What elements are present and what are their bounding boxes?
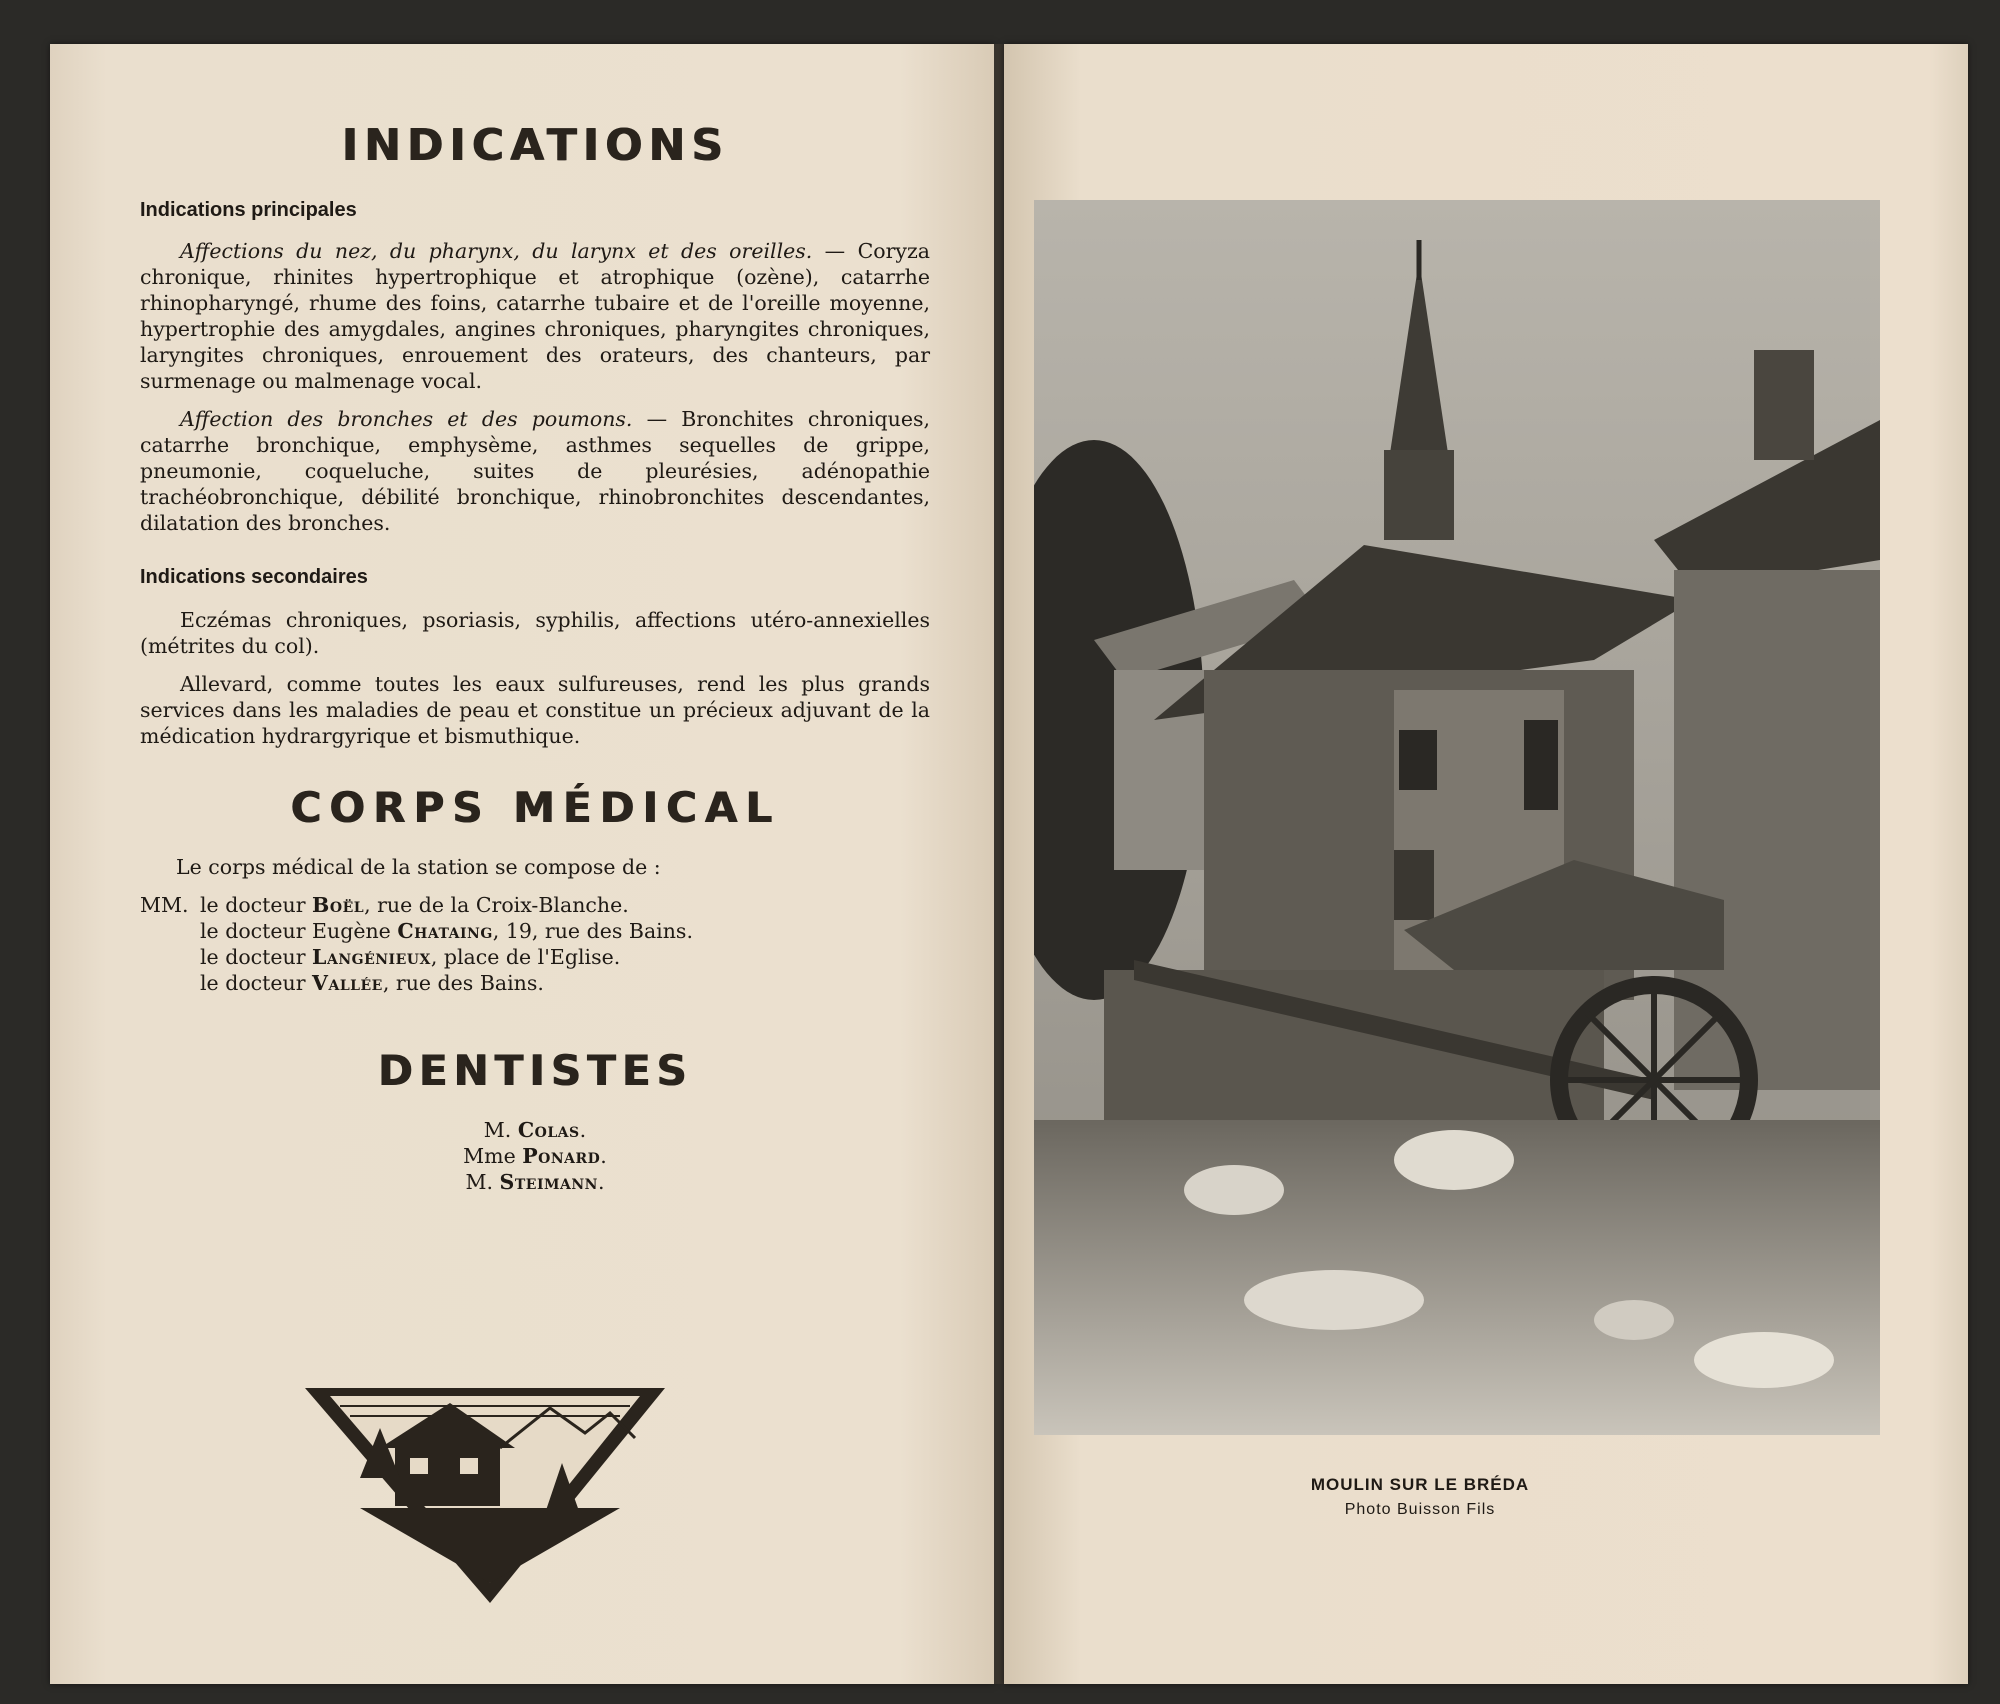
doctor-pre: le docteur Eugène <box>200 919 398 943</box>
dentist-name: Colas <box>517 1118 580 1142</box>
dentists-list <box>140 1117 930 1195</box>
dentist-post: . <box>600 1144 607 1168</box>
paragraph-eczemas: Eczémas chroniques, psoriasis, syphilis, affections utéro-annexielles (métrites du col). <box>140 608 930 658</box>
doctor-name: Langénieux <box>312 945 431 969</box>
dentist-pre: M. <box>465 1170 500 1194</box>
dentist-name: Ponard <box>522 1144 601 1168</box>
paragraph-allevard: Allevard, comme toutes les eaux sulfureuses, rend les plus grands services dans les maladies de peau et constitue un précieux adjuvant de la médication hydrargyrique et bismuthique. <box>140 672 930 748</box>
paragraph-nez-text: — Coryza chronique, rhinites hypertrophique et atrophique (ozène), catarrhe rhinopharyngé, rhume des foins, catarrhe tubaire et de l'oreille moyenne, hypertrophie des amygdales, angines chroniques, pharyngites chroniques, laryngites chroniques, enrouement des orateurs, des chanteurs, par surmenage ou malmenage vocal. <box>140 239 930 393</box>
dentist-post: . <box>597 1170 605 1194</box>
doctor-pre: le docteur <box>200 893 313 917</box>
corps-medical-title: CORPS MÉDICAL <box>290 783 780 832</box>
indications-title: INDICATIONS <box>341 120 729 171</box>
doctor-address: , 19, rue des Bains. <box>492 919 693 943</box>
doctor-address: , rue de la Croix-Blanche. <box>364 893 629 917</box>
doctor-pre: le docteur <box>200 971 313 995</box>
indications-secondaires-heading: Indications secondaires <box>140 566 368 588</box>
chalet-vignette-icon <box>300 1378 670 1608</box>
doctor-entry <box>200 970 930 996</box>
doctors-prefix: MM. <box>140 893 189 917</box>
paragraph-nez-lead: Affections du nez, du pharynx, du larynx et des oreilles. <box>180 239 813 263</box>
doctor-address: , rue des Bains. <box>382 971 544 995</box>
dentist-entry <box>140 1117 930 1143</box>
paragraph-bronches-text: — Bronchites chroniques, catarrhe bronchique, emphysème, asthmes sequelles de grippe, pneumonie, coqueluche, suites de pleurésies, adénopathie trachéobronchique, débilité bronchique, rhinobronchites descendantes, dilatation des bronches. <box>140 407 930 535</box>
paragraph-nez-pharynx <box>140 238 930 394</box>
doctor-name: Boël <box>312 893 365 917</box>
doctor-entry <box>200 944 930 970</box>
indications-principales-heading: Indications principales <box>140 199 357 221</box>
dentist-entry <box>140 1169 930 1195</box>
caption-credit: Photo Buisson Fils <box>1344 1501 1496 1518</box>
doctor-address: , place de l'Eglise. <box>430 945 621 969</box>
dentistes-title: DENTISTES <box>377 1046 693 1095</box>
left-page-content <box>140 120 930 1195</box>
paragraph-bronches-lead: Affection des bronches et des poumons. <box>180 407 633 431</box>
corps-medical-intro: Le corps médical de la station se compose de : <box>176 855 661 879</box>
doctor-entry <box>200 892 930 918</box>
moulin-photo <box>1034 200 1880 1435</box>
gutter <box>994 44 1004 1684</box>
paragraph-bronches <box>140 406 930 536</box>
dentist-entry <box>140 1143 930 1169</box>
photo-caption <box>1210 1475 1630 1519</box>
caption-title: MOULIN SUR LE BRÉDA <box>1310 1475 1530 1494</box>
doctor-name: Vallée <box>312 971 383 995</box>
doctors-list <box>140 892 930 996</box>
doctor-pre: le docteur <box>200 945 313 969</box>
doctor-name: Chataing <box>397 919 493 943</box>
dentist-pre: M. <box>483 1118 518 1142</box>
dentist-name: Steimann <box>499 1170 598 1194</box>
dentist-post: . <box>579 1118 587 1142</box>
doctor-entry <box>200 918 930 944</box>
dentist-pre: Mme <box>463 1144 523 1168</box>
